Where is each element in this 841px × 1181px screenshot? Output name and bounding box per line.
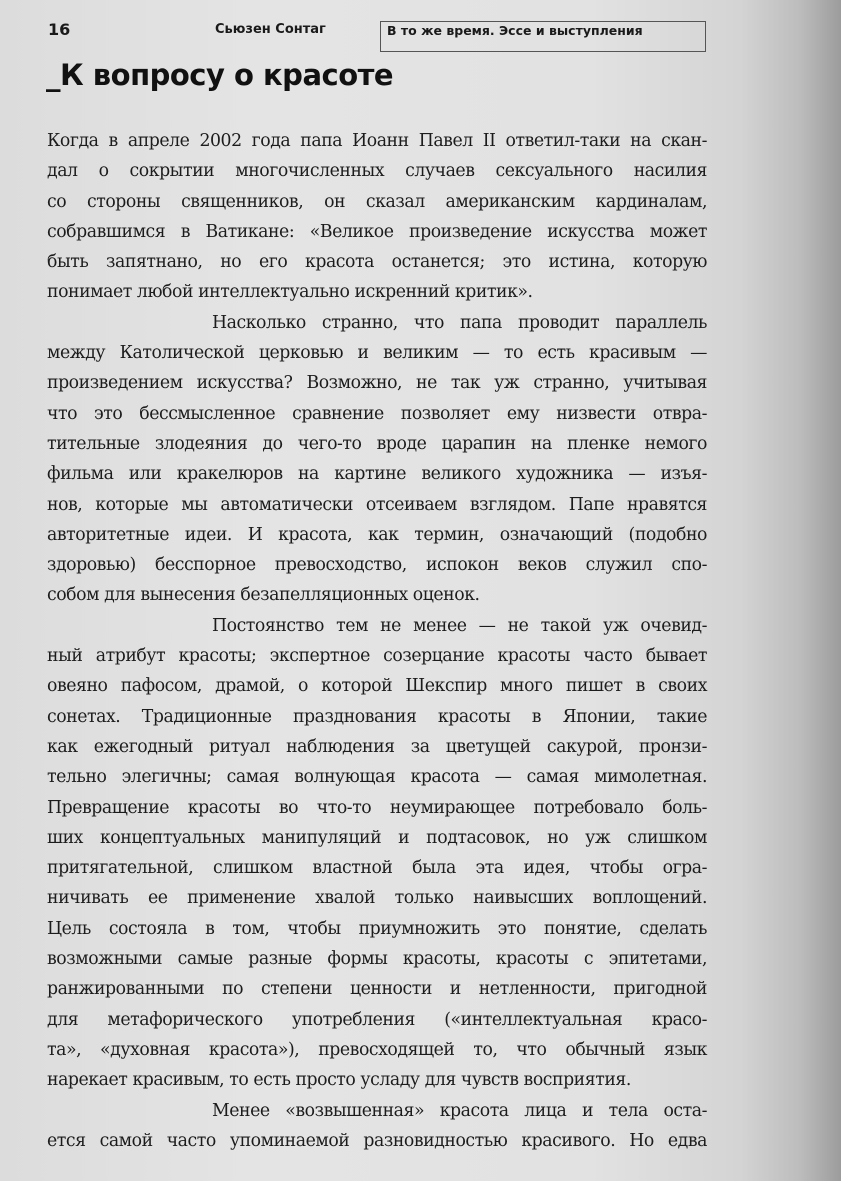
text-line: здоровью) бесспорное превосходство, испокон веков служил спо- (47, 555, 707, 576)
text-line: притягательной, слишком властной была эта идея, чтобы огра- (47, 858, 707, 879)
text-line: тительные злодеяния до чего-то вроде царапин на пленке немого (47, 433, 707, 454)
running-header-author: Сьюзен Сонтаг (215, 22, 326, 37)
text-line: быть запятнано, но его красота останется; это истина, которую (47, 252, 707, 273)
text-line: собом для вынесения безапелляционных оценок. (47, 585, 480, 606)
text-line: нов, которые мы автоматически отсеиваем взглядом. Папе нравятся (47, 494, 707, 515)
text-line: ранжированными по степени ценности и нетленности, пригодной (47, 979, 707, 1000)
text-line: собравшимся в Ватикане: «Великое произведение искусства может (47, 221, 707, 242)
text-line: фильма или кракелюров на картине великого художника — изъя- (47, 464, 707, 485)
text-line: та», «духовная красота»), превосходящей то, что обычный язык (47, 1039, 707, 1060)
text-line: тельно элегичны; самая волнующая красота — самая мимолетная. (47, 767, 707, 788)
running-header-book-title: В то же время. Эссе и выступления (380, 21, 706, 52)
text-line: что это бессмысленное сравнение позволяет ему низвести отвра- (47, 403, 707, 424)
text-line: ется самой часто упоминаемой разновидностью красивого. Но едва (47, 1130, 707, 1151)
text-line: между Католической церковью и великим — то есть красивым — (47, 343, 707, 364)
text-line-paragraph-start: Постоянство тем не менее — не такой уж очевид- (212, 615, 707, 636)
text-line: Когда в апреле 2002 года папа Иоанн Павел II ответил-таки на скан- (47, 131, 707, 151)
text-line-paragraph-start: Менее «возвышенная» красота лица и тела оста- (212, 1100, 707, 1121)
text-line: Превращение красоты во что-то неумирающее потребовало боль- (47, 797, 707, 818)
text-line-paragraph-start: Насколько странно, что папа проводит параллель (212, 312, 707, 333)
text-line: ничивать ее применение хвалой только наивысших воплощений. (47, 888, 707, 909)
text-line: ших концептуальных манипуляций и подтасовок, но уж слишком (47, 827, 707, 848)
page-number: 16 (48, 20, 71, 39)
body-text (47, 126, 707, 1156)
text-line: для метафорического употребления («интеллектуальная красо- (47, 1009, 707, 1030)
text-line: авторитетные идеи. И красота, как термин, означающий (подобно (47, 524, 707, 545)
text-line: овеяно пафосом, драмой, о которой Шекспир много пишет в своих (47, 676, 707, 697)
text-line: возможными самые разные формы красоты, красоты с эпитетами, (47, 949, 707, 970)
text-line: нарекает красивым, то есть просто усладу для чувств восприятия. (47, 1070, 631, 1091)
text-line: со стороны священников, он сказал американским кардиналам, (47, 191, 707, 212)
text-line: Цель состояла в том, чтобы приумножить это понятие, сделать (47, 918, 707, 939)
text-line: дал о сокрытии многочисленных случаев сексуального насилия (47, 161, 707, 182)
text-line: понимает любой интеллектуально искренний критик». (47, 282, 533, 303)
text-line: произведением искусства? Возможно, не так уж странно, учитывая (47, 373, 707, 394)
chapter-title: _К вопросу о красоте (46, 58, 394, 92)
text-line: сонетах. Традиционные празднования красоты в Японии, такие (47, 706, 707, 727)
text-line: ный атрибут красоты; экспертное созерцание красоты часто бывает (47, 646, 707, 667)
text-line: как ежегодный ритуал наблюдения за цветущей сакурой, пронзи- (47, 736, 707, 757)
